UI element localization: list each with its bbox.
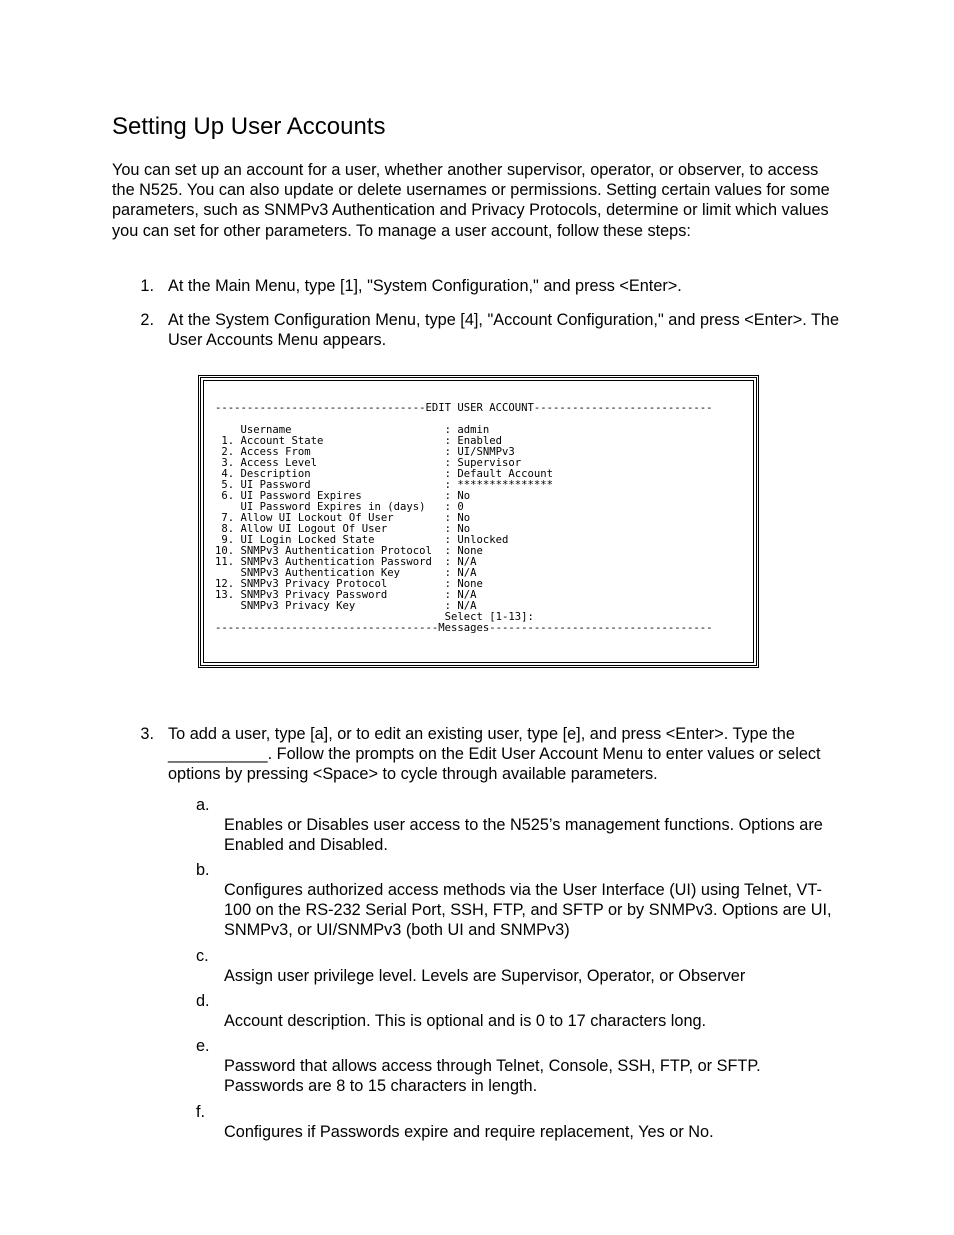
terminal-line: 6. UI Password Expires : No (215, 490, 471, 502)
step-number: 1. (140, 277, 154, 295)
section-heading: Setting Up User Accounts (112, 113, 386, 140)
terminal-line: 2. Access From : UI/SNMPv3 (215, 446, 515, 458)
step-text: To add a user, type [a], or to edit an existing user, type [e], and press <Enter>. Type the ___________. Follow the prompts on the Edit User Account Menu to enter values or select options by pressing <Space> to cycle through available parameters. (168, 725, 821, 784)
sub-item-text: Assign user privilege level. Levels are Supervisor, Operator, or Observer (224, 967, 746, 985)
terminal-line: UI Password Expires in (days) : 0 (215, 501, 464, 513)
terminal-line: 9. UI Login Locked State : Unlocked (215, 534, 509, 546)
terminal-line: 5. UI Password : *************** (215, 479, 554, 491)
sub-item-letter: b. (196, 861, 210, 879)
sub-item-text: Password that allows access through Telnet, Console, SSH, FTP, or SFTP. Passwords are 8 to 15 characters in length. (224, 1057, 761, 1096)
sub-item-letter: d. (196, 992, 210, 1010)
sub-item-text: Account description. This is optional and is 0 to 17 characters long. (224, 1012, 707, 1030)
terminal-line: 8. Allow UI Logout Of User : No (215, 523, 471, 535)
terminal-line: 11. SNMPv3 Authentication Password : N/A (215, 556, 477, 568)
sub-item-letter: e. (196, 1037, 210, 1055)
terminal-line: 13. SNMPv3 Privacy Password : N/A (215, 589, 477, 601)
terminal-line: Username : admin (215, 424, 490, 436)
terminal-line: SNMPv3 Authentication Key : N/A (215, 567, 477, 579)
sub-item-letter: a. (196, 796, 210, 814)
terminal-line: 3. Access Level : Supervisor (215, 457, 522, 469)
sub-item-text: Configures if Passwords expire and require replacement, Yes or No. (224, 1123, 714, 1141)
sub-item-text: Enables or Disables user access to the N525’s management functions. Options are Enabled and Disabled. (224, 816, 823, 855)
step-text: At the Main Menu, type [1], "System Configuration," and press <Enter>. (168, 277, 682, 295)
step-number: 2. (140, 311, 154, 329)
sub-item-letter: f. (196, 1103, 206, 1121)
terminal-line: SNMPv3 Privacy Key : N/A (215, 600, 477, 612)
step-text: At the System Configuration Menu, type [4], "Account Configuration," and press <Enter>. The User Accounts Menu appears. (168, 311, 840, 350)
terminal-screen (203, 380, 754, 663)
terminal-line: ---------------------------------EDIT USER ACCOUNT---------------------------- (215, 402, 713, 414)
terminal-line: 7. Allow UI Lockout Of User : No (215, 512, 471, 524)
intro-paragraph: You can set up an account for a user, whether another supervisor, operator, or observer, to access the N525. You can also update or delete usernames or permissions. Setting certain values for some parameters, such as SNMPv3 Authentication and Privacy Protocols, determine or limit which values you can set for other parameters. To manage a user account, follow these steps: (112, 161, 830, 240)
terminal-line: -----------------------------------Messages----------------------------------- (215, 622, 713, 634)
terminal-line: 4. Description : Default Account (215, 468, 554, 480)
sub-item-letter: c. (196, 947, 209, 965)
terminal-line: Select [1-13]: (215, 611, 534, 623)
terminal-screenshot (198, 375, 759, 668)
terminal-line: 12. SNMPv3 Privacy Protocol : None (215, 578, 483, 590)
sub-item-text: Configures authorized access methods via the User Interface (UI) using Telnet, VT-100 on the RS-232 Serial Port, SSH, FTP, and SFTP or by SNMPv3. Options are UI, SNMPv3, or UI/SNMPv3 (both UI and SNMPv3) (224, 881, 832, 940)
terminal-line: 1. Account State : Enabled (215, 435, 503, 447)
terminal-line: 10. SNMPv3 Authentication Protocol : None (215, 545, 483, 557)
step-number: 3. (140, 725, 154, 743)
